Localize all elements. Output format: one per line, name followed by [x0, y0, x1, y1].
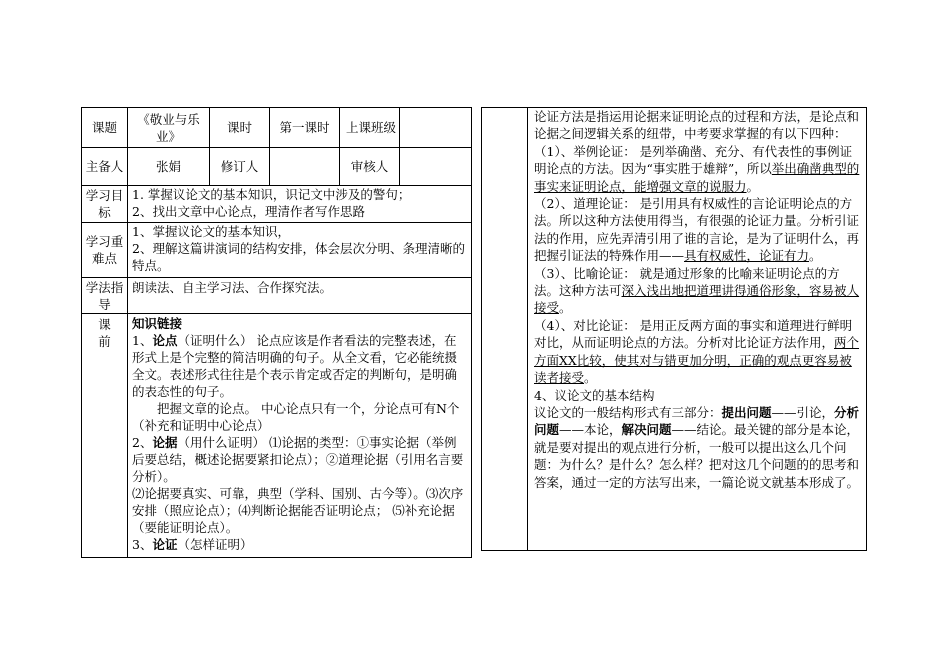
lesson-plan-table	[81, 107, 472, 558]
row-method	[82, 278, 472, 314]
method-contrast: （4）、对比论证： 是用正反两方面的事实和道理进行鲜明对比，从而证明论点的方法。分析对比论证方法作用，两个方面XX比较，使其对与错更加分明，正确的观点更容易被读者接受。	[534, 317, 860, 386]
hours-value: 第一课时	[270, 108, 340, 148]
hours-label: 课时	[210, 108, 270, 148]
knowledge-heading: 知识链接	[132, 316, 183, 331]
class-label: 上课班级	[340, 108, 400, 148]
method-label: 学法指导	[82, 278, 128, 314]
para-thesis-grasp: 把握文章的论点。 中心论点只有一个，分论点可有N个（补充和证明中心论点）	[132, 401, 460, 433]
method-example: （1）、举例论证： 是列举确凿、充分、有代表性的事例证明论点的方法。因为“事实胜于雄辩”，所以举出确凿典型的事实来证明论点，能增强文章的说服力。	[534, 143, 860, 194]
prelesson-label: 课前	[82, 314, 128, 558]
objective-2: 2、找出文章中心论点，理清作者写作思路	[132, 204, 365, 219]
reviewer-value	[400, 148, 472, 186]
structure-text: 议论文的一般结构形式有三部分：提出问题——引论，分析问题——本论，解决问题——结论。最关键的部分是本论，就是要对提出的观点进行分析，一般可以提出这么几个问题：为什么？是什么？怎么样？把对这几个问题的的思考和答案，通过一定的方法写出来，一篇论说文就基本形成了。	[534, 404, 860, 490]
keypoint-1: 1、掌握议论文的基本知识，	[132, 224, 290, 239]
methods-intro: 论证方法是指运用论据来证明论点的过程和方法，是论点和论据之间逻辑关系的纽带，中考要求掌握的有以下四种：	[534, 109, 860, 142]
topic-value: 《敬业与乐业》	[128, 108, 210, 148]
continuation-table	[481, 107, 867, 551]
method-metaphor: （3）、比喻论证： 就是通过形象的比喻来证明论点的方法。这种方法可深入浅出地把道理讲得通俗形象，容易被人接受。	[534, 265, 860, 316]
revisor-value	[270, 148, 340, 186]
para-argument: 3、论证（怎样证明）	[132, 537, 253, 552]
row-keypoints	[82, 223, 472, 278]
continuation-row	[482, 108, 867, 551]
method-reasoning: （2）、道理论证： 是引用具有权威性的言论证明论点的方法。所以这种方法使用得当，有很强的论证力量。分析引证法的作用，应先弄清引用了谁的言论，是为了证明什么，再把握引证法的特殊作用——具有权威性，论证有力。	[534, 196, 860, 264]
row-objectives	[82, 186, 472, 223]
reviewer-label: 审核人	[340, 148, 400, 186]
keypoints-content	[128, 223, 472, 278]
row-topic	[82, 108, 472, 148]
topic-label: 课题	[82, 108, 128, 148]
revisor-label: 修订人	[210, 148, 270, 186]
objective-1: 1. 掌握议论文的基本知识，识记文中涉及的警句；	[132, 187, 411, 202]
para-evidence: 2、论据（用什么证明） ⑴论据的类型：①事实论据（举例后要总结，概述论据要紧扣论点）；②道理论据（引用名言要分析）。	[132, 435, 464, 484]
row-prelesson	[82, 314, 472, 558]
keypoints-label: 学习重难点	[82, 223, 128, 278]
method-content: 朗读法、自主学习法、合作探究法。	[128, 278, 472, 314]
row-authors	[82, 148, 472, 186]
keypoint-2: 2、理解这篇讲演词的结构安排，体会层次分明、条理清晰的特点。	[132, 241, 465, 273]
continuation-content	[528, 108, 867, 551]
para-thesis: 1、论点（证明什么） 论点应该是作者看法的完整表述，在形式上是个完整的简洁明确的句子。从全文看，它必能统摄全文。表述形式往往是个表示肯定或否定的判断句，是明确的表态性的句子。	[132, 333, 458, 399]
objectives-content	[128, 186, 472, 223]
author-value: 张娟	[128, 148, 210, 186]
prelesson-content	[128, 314, 472, 558]
class-value	[400, 108, 472, 148]
continuation-label-cell	[482, 108, 528, 551]
author-label: 主备人	[82, 148, 128, 186]
structure-heading: 4、议论文的基本结构	[534, 387, 655, 403]
objectives-label: 学习目标	[82, 186, 128, 223]
para-evidence-details: ⑵论据要真实、可靠，典型（学科、国别、古今等）。⑶次序安排（照应论点）；⑷判断论据能否证明论点； ⑸补充论据（要能证明论点）。	[132, 486, 464, 535]
